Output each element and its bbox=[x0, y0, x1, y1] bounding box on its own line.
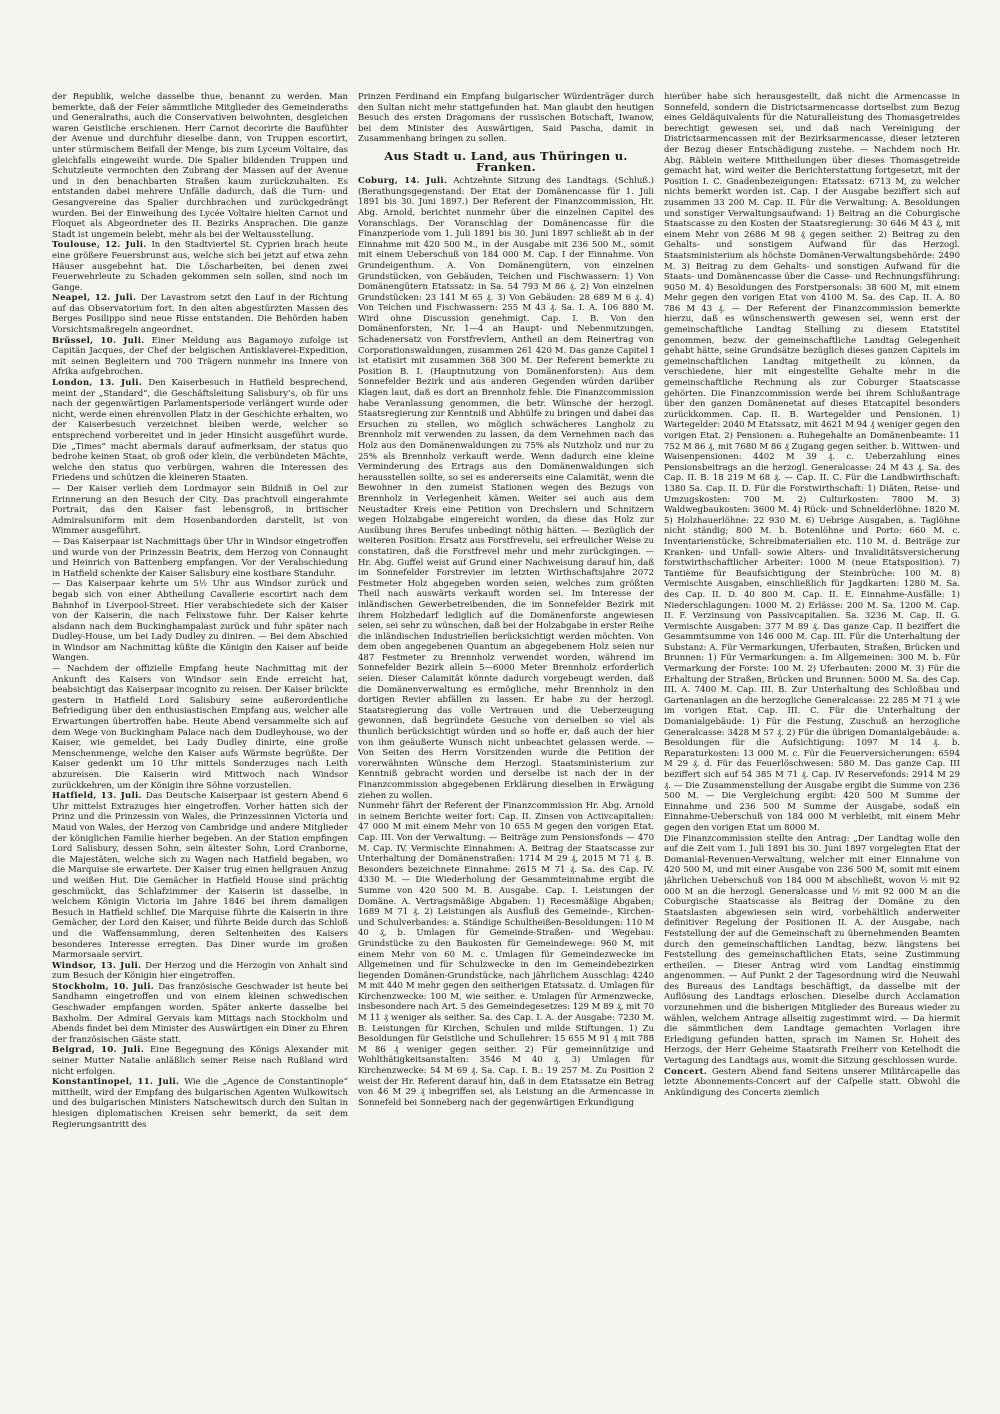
paragraph-text: — Nachdem der offizielle Empfang heute Nachmittag mit der Ankunft des Kaisers von Windsor sein Ende erreicht hat, beabsichtigt das Kaiserpaar incognito zu reisen. Der Kaiser brückte gestern in Hatfield Lord Salisbury seine außerordentliche Befriedigung über den enthusiastischen Empfang aus, welcher alle Erwartungen übertroffen habe. Heute Abend versammelte sich auf dem Wege von Buckingham Palace nach dem Dudleyhouse, wo der Kaiser, wie gemeldet, bei Lady Dudley dinirte, eine große Menschenmenge, welche den Kaiser aufs Wärmste begrüßte. Der Kaiser gedenkt um 10 Uhr mittels Sonderzuges nach Leith abzureisen. Die Kaiserin wird Mittwoch nach Windsor zurückkehren, um der Königin ihre Söhne vorzustellen. bbox=[52, 664, 348, 791]
paragraph-text: Achtzehnte Sitzung des Landtags. (Schluß.) (Berathungsgegenstand: Der Etat der Domänencasse für 1. Juli 1891 bis 30. Juni 1897.) Der Referent der Finanzcommission, Hr. Abg. Arnold, berichtet nunmehr über die einzelnen Capitel des Voranschlags. Der Voranschlag der Domänencasse für die Finanzperiode vom 1. Juli 1891 bis 30. Juni 1897 schließt ab in der Einnahme mit 420 500 M., in der Ausgabe mit 236 500 M., somit mit einem Ueberschuß von 184 000 M. Cap. I der Einnahme. Von Grundeigenthum. A. Von Domänengütern, von einzelnen Grundstücken, von Gebäuden, Teichen und Fischwassern: 1) Von Domänengütern Etatssatz: in Sa. 54 793 M 86 ₰. 2) Von einzelnen Grundstücken: 23 141 M 65 ₰. 3) Von Gebäuden: 28 689 M 6 ₰. 4) Von Teichen und Fischwassern: 255 M 43 ₰. Sa. I. A. 106 880 M. Wird ohne Discussion genehmigt. Cap. I. B. Von den Domänenforsten, Nr. 1—4 an Haupt- und Nebennutzungen, Schadenersatz von Forstfrevlern, Antheil an dem Reinertrag von Corporationswaldungen, zusammen 261 420 M. Das ganze Capitel I ist etatisirt mit zusammen 368 300 M. Der Referent bemerkte zu Position B. I. (Hauptnutzung von Domänenforsten): Aus dem Sonnefelder Bezirk und aus anderen Gegenden würden darüber Klagen laut, daß es dort an Brennholz fehle. Die Finanzcommission habe Veranlassung genommen, die betr. Wünsche der herzogl. Staatsregierung zur Kenntniß und Abhülfe zu bringen und dabei das Ersuchen zu stellen, wo möglich schwächeres Langholz zu Brennholz mit verwenden zu lassen, da dem Vernehmen nach das Holz aus den Domänenwaldungen zu 75% als Nutzholz und nur zu 25% als Brennholz verkauft werde. Wenn dadurch eine kleine Verminderung des Ertrags aus den Domänenwaldungen sich herausstellen sollte, so sei es andererseits eine Calamität, wenn die Bewohner in den zumeist Stationen wegen des Bezugs von Brennholz in Verlegenheit kämen. Weiter sei auch aus dem Neustadter Kreis eine Petition von Drechslern und Schnitzern wegen Holzabgabe eingereicht worden, da diese das Holz zur Ausübung ihres Berufes unbedingt nöthig hätten. — Bezüglich der weiteren Position: Ersatz aus Forstfrevelu, sei erfreulicher Weise zu constatiren, daß die Forstfrevel mehr und mehr zurückgingen. — Hr. Abg. Guffel weist auf Grund einer Nachweisung darauf hin, daß im Sonnefelder Forstrevier im letzten Wirthschaftsjahre 2072 Festmeter Holz abgegeben worden seien, welches zum größten Theil nach auswärts verkauft worden sei. Im Interesse der inländischen Gewerbetreibenden, die im Sonnefelder Bezirk mit ihrem Holzbedarf lediglich auf die Domänenforste angewiesen seien, sei sehr zu wünschen, daß bei der Holzabgabe in erster Reihe die inländischen Industriellen berücksichtigt werden möchten. Von dem oben angegebenen Quantum an abgegebenem Holz seien nur 487 Festmeter zu Brennholz verwendet worden, während im Sonnefelder Bezirk allein 5—6000 Meter Brennholz erforderlich seien. Dieser Calamität könnte dadurch vorgebeugt werden, daß die Domänenverwaltung es ermögliche, mehr Brennholz in den dortigen Revier abfällen zu lassen. Er habe zu der herzogl. Staatsregierung das volle Vertrauen und die Ueberzeugung gewonnen, daß begründete Gesuche von derselben so viel als thunlich berücksichtigt würden und so hoffe er, daß auch der hier von ihm geäußerte Wunsch nicht unbeachtet gelassen werde. — Von Seiten des Herrn Vorsitzenden wurde die Petition der vorerwähnten Wünsche dem Herzogl. Staatsministerium zur Kenntniß gebracht worden und derselbe ist nach der in der Finanzcommission abgegebenen Erklärung dieselben in Erwägung ziehen zu wollen. bbox=[358, 176, 654, 801]
article-paragraph bbox=[52, 1045, 348, 1077]
article-paragraph bbox=[52, 982, 348, 1046]
dateline: Toulouse, 12. Juli. bbox=[52, 240, 152, 251]
paragraph-text: Eine Begegnung des Königs Alexander mit seiner Mutter Natalie anläßlich seiner Reise nach Rußland wird nicht erfolgen. bbox=[52, 1045, 348, 1077]
article-paragraph bbox=[52, 240, 348, 293]
article-paragraph bbox=[52, 336, 348, 378]
paragraph-text: Wie die „Agence de Constantinople“ mittheilt, wird der Empfang des bulgarischen Agenten Wulkowitsch und des bulgarischen Ministers Natschewitsch durch den Sultan in hiesigen diplomatischen Kreisen sehr bemerkt, da seit dem Regierungsantritt des bbox=[52, 1077, 348, 1130]
article-paragraph bbox=[52, 664, 348, 791]
dateline: Neapel, 12. Juli. bbox=[52, 293, 141, 304]
paragraph-text: Das französische Geschwader ist heute bei Sandhamn eingetroffen und von einem kleinen schwedischen Geschwader empfangen worden. Später ankerte dasselbe bei Baxholm. Der Admiral Gervais kam Mittags nach Stockholm und Abends findet bei dem Minister des Auswärtigen ein Diner zu Ehren der französischen Gäste statt. bbox=[52, 981, 348, 1045]
article-paragraph bbox=[358, 176, 654, 801]
article-paragraph bbox=[52, 961, 348, 982]
dateline: Concert. bbox=[664, 1066, 712, 1077]
paragraph-text: — Das Kaiserpaar ist Nachmittags über Uhr in Windsor eingetroffen und wurde von der Prinzessin Beatrix, dem Herzog von Connaught und Heinrich von Battenberg empfangen. Vor der Verabschiedung in Hatfield schenkte der Kaiser Salisbury eine kostbare Standuhr. bbox=[52, 536, 348, 579]
paragraph-text: — Das Kaiserpaar kehrte um 5½ Uhr aus Windsor zurück und begab sich von einer Abtheilung Cavallerie escortirt nach dem Bahnhof in Liverpool-Street. Hier verabschiedete sich der Kaiser von der Kaiserin, die nach Felixstowe fuhr. Der Kaiser kehrte alsdann nach dem Buckinghampalast zurück und fuhr später nach Dudley-House, um bei Lady Dudley zu diniren. — Bei dem Abschied in Windsor am Nachmittag küßte die Königin den Kaiser auf beide Wangen. bbox=[52, 579, 348, 664]
dateline: Konstantinopel, 11. Juli. bbox=[52, 1077, 185, 1088]
paragraph-text: der Republik, welche dasselbe thue, benannt zu werden. Man bemerkte, daß der Feier sämmtliche Mitglieder des Gemeinderaths und Generalraths, auch die Conservativen beiwohnten, desgleichen waren Geistliche erschienen. Herr Carnot decorirte die Baufühter der Avenue und durchfuhr dieselbe dann, von Truppen escortirt, unter stürmischem Beifall der Menge, bis zum Lyceum Voltaire, das gleichfalls eingeweiht wurde. Die Spalier bildenden Truppen und Schutzleute vermochten den Zubrang der Massen auf der Avenue und in den benachbarten Straßen kaum zurückzuhalten. Es entstanden dabei mehrere Unfälle dadurch, daß die Turn- und Gesangvereine das Spalier durchbrachen und zurückgedrängt wurden. Bei der Einweihung des Lycée Voltaire hielten Carnot und Floquet als Abgeordneter des II. Bezirks Ansprachen. Die ganze Stadt ist ungemein belebt, mehr als bei der Weltausstellung. bbox=[52, 92, 348, 240]
paragraph-text: — Der Kaiser verlieh dem Lordmayor sein Bildniß in Oel zur Erinnerung an den Besuch der City. Das prachtvoll eingerahmte Portrait, das den Kaiser fast lebensgroß, in britischer Admiralsuniform mit dem Hosenbandorden darstellt, ist von Wimmer ausgeführt. bbox=[52, 483, 348, 537]
paragraph-text: Nunmehr fährt der Referent der Finanzcommission Hr. Abg. Arnold in seinem Berichte weiter fort: Cap. II. Zinsen von Activcapitalien: 47 000 M mit einem Mehr von 10 655 M gegen den vorigen Etat. Cap. III. Von der Verwaltung: — Beiträge zum Pensionsfonds — 470 M. Cap. IV. Vermischte Einnahmen: A. Beitrag der Staatscasse zur Unterhaltung der Domänenstraßen: 1714 M 29 ₰, 2015 M 71 ₰. B. Besonders bezeichnete Einnahme: 2615 M 71 ₰. Sa. des Cap. IV. 4330 M. — Die Wiederholung der Gesammteinnahme ergibt die Summe von 420 500 M. B. Ausgabe. Cap. I. Leistungen der Domäne. A. Vertragsmäßige Abgaben: 1) Recesmäßige Abgaben; 1689 M 71 ₰. 2) Leistungen als Ausfluß des Gemeinde-, Kirchen- und Schulverbandes: a. Ständige Schultheißen-Besoldungen: 110 M 40 ₰, b. Umlagen für Gemeinde-Straßen- und Wegebau: Grundstücke zu den Baukosten für Gemeindewege: 960 M, mit einem Mehr von 60 M. c. Umlagen für Gemeindezwecke im Allgemeinen und für Schulzwecke in den im Gemeindebezirken liegenden Domänen-Grundstücke, nach jährlichem Ausschlag: 4240 M mit 440 M mehr gegen den seitherigen Etatssatz. d. Umlagen für Kirchenzwecke: 100 M, wie seither. e. Umlagen für Armenzwecke, insbesondere nach Art. 5 des Gemeindegesetzes: 129 M 89 ₰, mit 70 M 11 ₰ weniger als seither. Sa. des Cap. I. A. der Ausgabe: 7230 M. B. Leistungen für Kirchen, Schulen und milde Stiftungen. 1) Zu Besoldungen für Geistliche und Schullehrer: 15 655 M 91 ₰ mit 788 M 86 ₰ weniger gegen seither. 2) Für gemeinnützige und Wohlthätigkeitsanstalten: 3546 M 40 ₰. 3) Umlagen für Kirchenzwecke: 54 M 69 ₰. Sa. Cap. I. B.: 19 257 M. Zu Position 2 weist der Hr. Referent darauf hin, daß in dem Etatssatze ein Betrag von 46 M 29 ₰ inbegriffen sei, als Leistung an die Armencasse in Sonnefeld bei Sonneberg nach der gegenwärtigen Erkundigung bbox=[358, 801, 654, 1108]
dateline: Belgrad, 10. Juli. bbox=[52, 1045, 151, 1056]
dateline: Stockholm, 10. Juli. bbox=[52, 981, 159, 992]
article-paragraph bbox=[52, 293, 348, 335]
paragraph-text: Der Lavastrom setzt den Lauf in der Richtung auf das Observatorium fort. In den alten abgestürzten Massen des Berges Posilippo sind neue Risse entstanden. Die Behörden haben Vorsichtsmaßregeln angeordnet. bbox=[52, 293, 348, 336]
paragraph-text: Den Kaiserbesuch in Hatfield besprechend, meint der „Standard“, die Geschäftsleitung Salisbury’s, ob für uns nach der gegenwärtigen Parlamentsperiode verlängert wurde oder nicht, werde einen ehrenvollen Platz in der Geschichte erhalten, wo der Kaiserbesuch verzeichnet bleiben werde, welcher so entsprechend vorbereitet und in jeder Hinsicht ausgeführt wurde. Die „Times“ macht abermals darauf aufmerksam, der status quo bedrohe keinen Staat, ob groß oder klein, die verbündeten Mächte, welche den status quo verbürgen, wahren die Interessen des Friedens und schützen die kleineren Staaten. bbox=[52, 378, 348, 484]
article-paragraph bbox=[52, 1077, 348, 1130]
dateline: London, 13. Juli. bbox=[52, 378, 149, 389]
paragraph-text: hierüber habe sich herausgestellt, daß nicht die Armencasse in Sonnefeld, sondern die Districtsarmencasse dortselbst zum Bezug eines Geldäquivalents für die Naturalleistung des Thomasgetreides berechtigt gewesen sei, und daß nach Vereinigung der Districtsarmencassen mit der Bezirksarmencasse, dieser letzteren der Bezug dieser Entschädigung zustehe. — Nachdem noch Hr. Abg. Räblein weitere Mittheilungen über dieses Thomasgetreide gemacht hat, wird weiter die Berichterstattung fortgesetzt, mit der Position I. C. Gnadenbezeigungen: Etatssatz: 6713 M, zu welcher nichts bemerkt worden ist. Cap. I der Ausgabe beziffert sich auf zusammen 33 200 M. Cap. II. Für die Verwaltung: A. Besoldungen und sonstiger Verwaltungsaufwand: 1) Beitrag an die Coburgische Staatscasse zu den Kosten der Staatsregierung: 30 646 M 43 ₰, mit einem Mehr von 2686 M 98 ₰ gegen seither. 2) Beitrag zu den Gehalts- und sonstigem Aufwand für das Herzogl. Staatsministerium als höchste Domänen-Verwaltungsbehörde: 2490 M. 3) Beitrag zu dem Gehalts- und sonstigen Aufwand für die Staats- und Domänencasse über die Casse- und Rechnungsführung: 9050 M. 4) Besoldungen des Forstpersonals: 38 600 M, mit einem Mehr gegen den vorigen Etat von 4100 M. Sa. des Cap. II. A. 80 786 M 43 ₰. — Der Referent der Finanzcommission bemerkte hierzu, daß es wünschenswerth gewesen sei, wenn erst der gemeinschaftliche Landtag Stellung zu diesem Etatstitel genommen, bezw. der gemeinschaftliche Landtag Gelegenheit gehabt hätte, seine Grundsätze bezüglich dieses ganzen Capitels im gemeinschaftlichen Landtag mitgetheilt zu können, da verschiedene, hier mit eingestellte Gehalte mehr in die gemeinschaftliche Rechnung als zur Coburger Staatscasse gehörten. Die Finanzcommission werde bei ihrem Schlußantrage über den ganzen Domänenetat auf dieses Etatcapitel besonders zurückkommen. Cap. II. B. Wartegelder und Pensionen. 1) Wartegelder: 2040 M Etatssatz, mit 4621 M 94 ₰ weniger gegen den vorigen Etat. 2) Pensionen: a. Ruhegehalte an Domänenbeamte: 11 752 M 86 ₰, mit 7680 M 86 ₰ Zugang gegen seither. b. Wittwen- und Waisenpensionen: 4402 M 39 ₰. c. Ueberzahlung eines Pensionsbeitrags an die herzogl. Generalcasse: 24 M 43 ₰. Sa. des Cap. II. B. 18 219 M 68 ₰. — Cap. II. C. Für die Landbwirthschaft: 1380 Sa. Cap. II. D. Für die Forstwirthschaft: 1) Diäten, Reise- und Umzugskosten: 700 M. 2) Culturkosten: 7800 M. 3) Waldwegbaukosten: 3600 M. 4) Rück- und Schnelderlöhne: 1820 M. 5) Holzhauerlöhne: 22 930 M. 6) Uebrige Ausgaben, a. Taglöhne nicht ständig; 800 M. b. Botenlöhne und Porto: 660 M. c. Inventarienstücke, Schreibmaterialien etc. 110 M. d. Beiträge zur Kranken- und Unfall- sowie Alters- und Invaliditätsversicherung forstwirthschaftlicher Arbeiter: 1000 M (neue Etatsposition). 7) Tantième für Beaufsichtigung der Steinbrüche: 100 M. 8) Vermischte Ausgaben, einschließlich für Jagdkarten: 1280 M. Sa. des Cap. II. D. 40 800 M. Cap. II. E. Einnahme-Ausfälle: 1) Niederschlagungen: 1000 M. 2) Erlässe: 200 M. Sa. 1200 M. Cap. II. F. Verzinsung von Passivcapitalien. Sa. 3236 M. Cap. II. G. Vermischte Ausgaben: 377 M 89 ₰. Das ganze Cap. II beziffert die Gesammtsumme von 146 000 M. Cap. III. Für die Unterhaltung der Substanz: A. Für Vermarkungen, Uferbauten, Straßen, Brücken und Brunnen: 1) Für Vermarkungen: a. Im Allgemeinen: 300 M. b. Für Vermarkung der Forste: 100 M. 2) Uferbauten: 2000 M. 3) Für die Erhaltung der Straßen, Brücken und Brunnen: 5000 M. Sa. des Cap. III. A. 7400 M. Cap. III. B. Zur Unterhaltung des Schloßbau und Gartenanlagen an die herzogliche Generalcasse: 22 285 M 71 ₰ wie im vorigen Etat. Cap. III. C. Für die Unterhaltung der Domanialgebäude: 1) Für die Festung, Zuschuß an herzogliche Generalcasse: 3428 M 57 ₰. 2) Für die übrigen Domanialgebäude: a. Besoldungen für die Aufsichtigung: 1097 M 14 ₰. b. Reparaturkosten: 13 000 M. c. Für die Feuerversicherungen: 6594 M 29 ₰. d. Für das Feuerlöschwesen: 580 M. Das ganze Cap. III beziffert sich auf 54 385 M 71 ₰. Cap. IV Reservefonds: 2914 M 29 ₰. — Die Zusammenstellung der Ausgabe ergibt die Summe von 236 500 M. — Die Vergleichung ergibt: 420 500 M Summe der Einnahme und 236 500 M Summe der Ausgabe, sodaß ein Einnahme-Ueberschuß von 184 000 M verbleibt, mit einem Mehr gegen den vorigen Etat um 8000 M. bbox=[664, 92, 960, 833]
paragraph-text: Einer Meldung aus Bagamoyo zufolge ist Capitän Jacques, der Chef der belgischen Antisklaverei-Expedition, mit seinen Begleitern und 700 Trägern nunmehr ins Innere von Afrika aufgebrochen. bbox=[52, 335, 348, 378]
section-heading: Aus Stadt u. Land, aus Thüringen u. Franken. bbox=[384, 148, 628, 174]
article-paragraph bbox=[664, 1067, 960, 1099]
paragraph-text: In den Stadtviertel St. Cyprien brach heute eine größere Feuersbrunst aus, welche sich bei jetzt auf etwa zehn Häuser ausgebehnt hat. Die Löscharbeiten, bei denen zwei Feuerwehrleute zu Schaden gekommen sein sollen, sind noch im Gange. bbox=[52, 240, 348, 293]
article-paragraph bbox=[52, 92, 348, 240]
article-paragraph bbox=[664, 92, 960, 834]
paragraph-text: Der Herzog und die Herzogin von Anhalt sind zum Besuch der Königin hier eingetroffen. bbox=[52, 960, 348, 982]
article-paragraph bbox=[664, 834, 960, 1067]
article-paragraph bbox=[52, 579, 348, 664]
text-columns bbox=[52, 92, 960, 1382]
paragraph-text: Das Deutsche Kaiserpaar ist gestern Abend 6 Uhr mittelst Extrazuges hier eingetroffen. Vorher hatten sich der Prinz und die Prinzessin von Wales, die Prinzessinnen Victoria und Maud von Wales, der Herzog von Cambridge und andere Mitglieder der königlichen Familie hierher begeben. An der Station empfingen Lord Salisbury, dessen Sohn, sein ältester Sohn, Lord Cranborne, die Majestäten, welche sich zu Wagen nach Hatfield begaben, wo die Marquise sie erwartete. Der Kaiser trug einen hellgrauen Anzug und weißen Hut. Die Gemächer in Hatfield House sind prächtig geschmückt, das Schlafzimmer der Kaiserin ist dasselbe, in welchem Königin Victoria im Jahre 1846 bei ihrem damaligen Besuch in Hatfield schlief. Die Marquise führte die Kaiserin in ihre Gemächer, der Lord den Kaiser, und führte Beide durch das Schloß und die Waffensammlung, deren Seltenheiten des Kaisers besonderes Interesse erregten. Das Diner wurde im großen Marmorsaale servirt. bbox=[52, 791, 348, 961]
column-3 bbox=[664, 92, 960, 1382]
article-paragraph bbox=[358, 801, 654, 1108]
paragraph-text: Die Finanzcommission stellte den Antrag: „Der Landtag wolle den auf die Zeit vom 1. Juli 1891 bis 30. Juni 1897 vorgelegten Etat der Domanial-Revenuen-Verwaltung, welcher mit einer Einnahme von 420 500 M, und mit einer Ausgabe von 236 500 M, somit mit einem jährlichen Ueberschuß von 184 000 M abschließt, wovon ½ mit 92 000 M an die herzogl. Generalcasse und ½ mit 92 000 M an die Coburgische Staatscasse als Beitrag der Domäne zu den Staatslasten abgewiesen sein wird, vorbehältlich anderweiter definitiver Regelung der Positionen II. A. der Ausgabe, nach Feststellung der auf die Gemeinschaft zu übernehmenden Beamten durch den gemeinschaftlichen Landtag, bezw. längstens bei Feststellung des gemeinschaftlichen Etats, seine Zustimmung ertheilen. — Dieser Antrag wird vom Landtag einstimmig angenommen. — Auf Punkt 2 der Tagesordnung wird die Neuwahl des Bureaus des Landtags beschäftigt, da dasselbe mit der Auflösung des Landtags erloschen. Dieselbe durch Acclamation vorzunehmen und die bisherigen Mitglieder des Bureaus wieder zu wählen, welchem Antrage allseitig zugestimmt wird. — Da hiermit die sämmtlichen dem Landtage gemachten Vorlagen ihre Erledigung gefunden hatten, sprach im Namen Sr. Hoheit des Herzogs, der Herr Geheime Staatsrath Freiherr von Ketelhodt die Vertagung des Landtags aus, womit die Sitzung geschlossen wurde. bbox=[664, 833, 960, 1067]
article-paragraph bbox=[52, 378, 348, 484]
column-2 bbox=[358, 92, 654, 1382]
article-paragraph bbox=[52, 537, 348, 579]
paragraph-text: Prinzen Ferdinand ein Empfang bulgarischer Würdenträger durch den Sultan nicht mehr stattgefunden hat. Man glaubt den heutigen Besuch des ersten Dragomans der russischen Botschaft, Iwanow, bei dem Minister des Auswärtigen, Said Pascha, damit in Zusammenhang bringen zu sollen. bbox=[358, 92, 654, 145]
paragraph-text: Gestern Abend fand Seitens unserer Militärcapelle das letzte Abonnements-Concert auf der Caſpelle statt. Obwohl die Ankündigung des Concerts ziemlich bbox=[664, 1066, 960, 1098]
column-1 bbox=[52, 92, 348, 1382]
dateline: Coburg, 14. Juli. bbox=[358, 176, 454, 187]
dateline: Windsor, 13. Juli. bbox=[52, 960, 146, 971]
article-paragraph bbox=[52, 791, 348, 961]
dateline: Hatfield, 13. Juli. bbox=[52, 791, 147, 802]
dateline: Brüssel, 10. Juli. bbox=[52, 335, 152, 346]
article-paragraph bbox=[358, 92, 654, 145]
article-paragraph bbox=[52, 484, 348, 537]
